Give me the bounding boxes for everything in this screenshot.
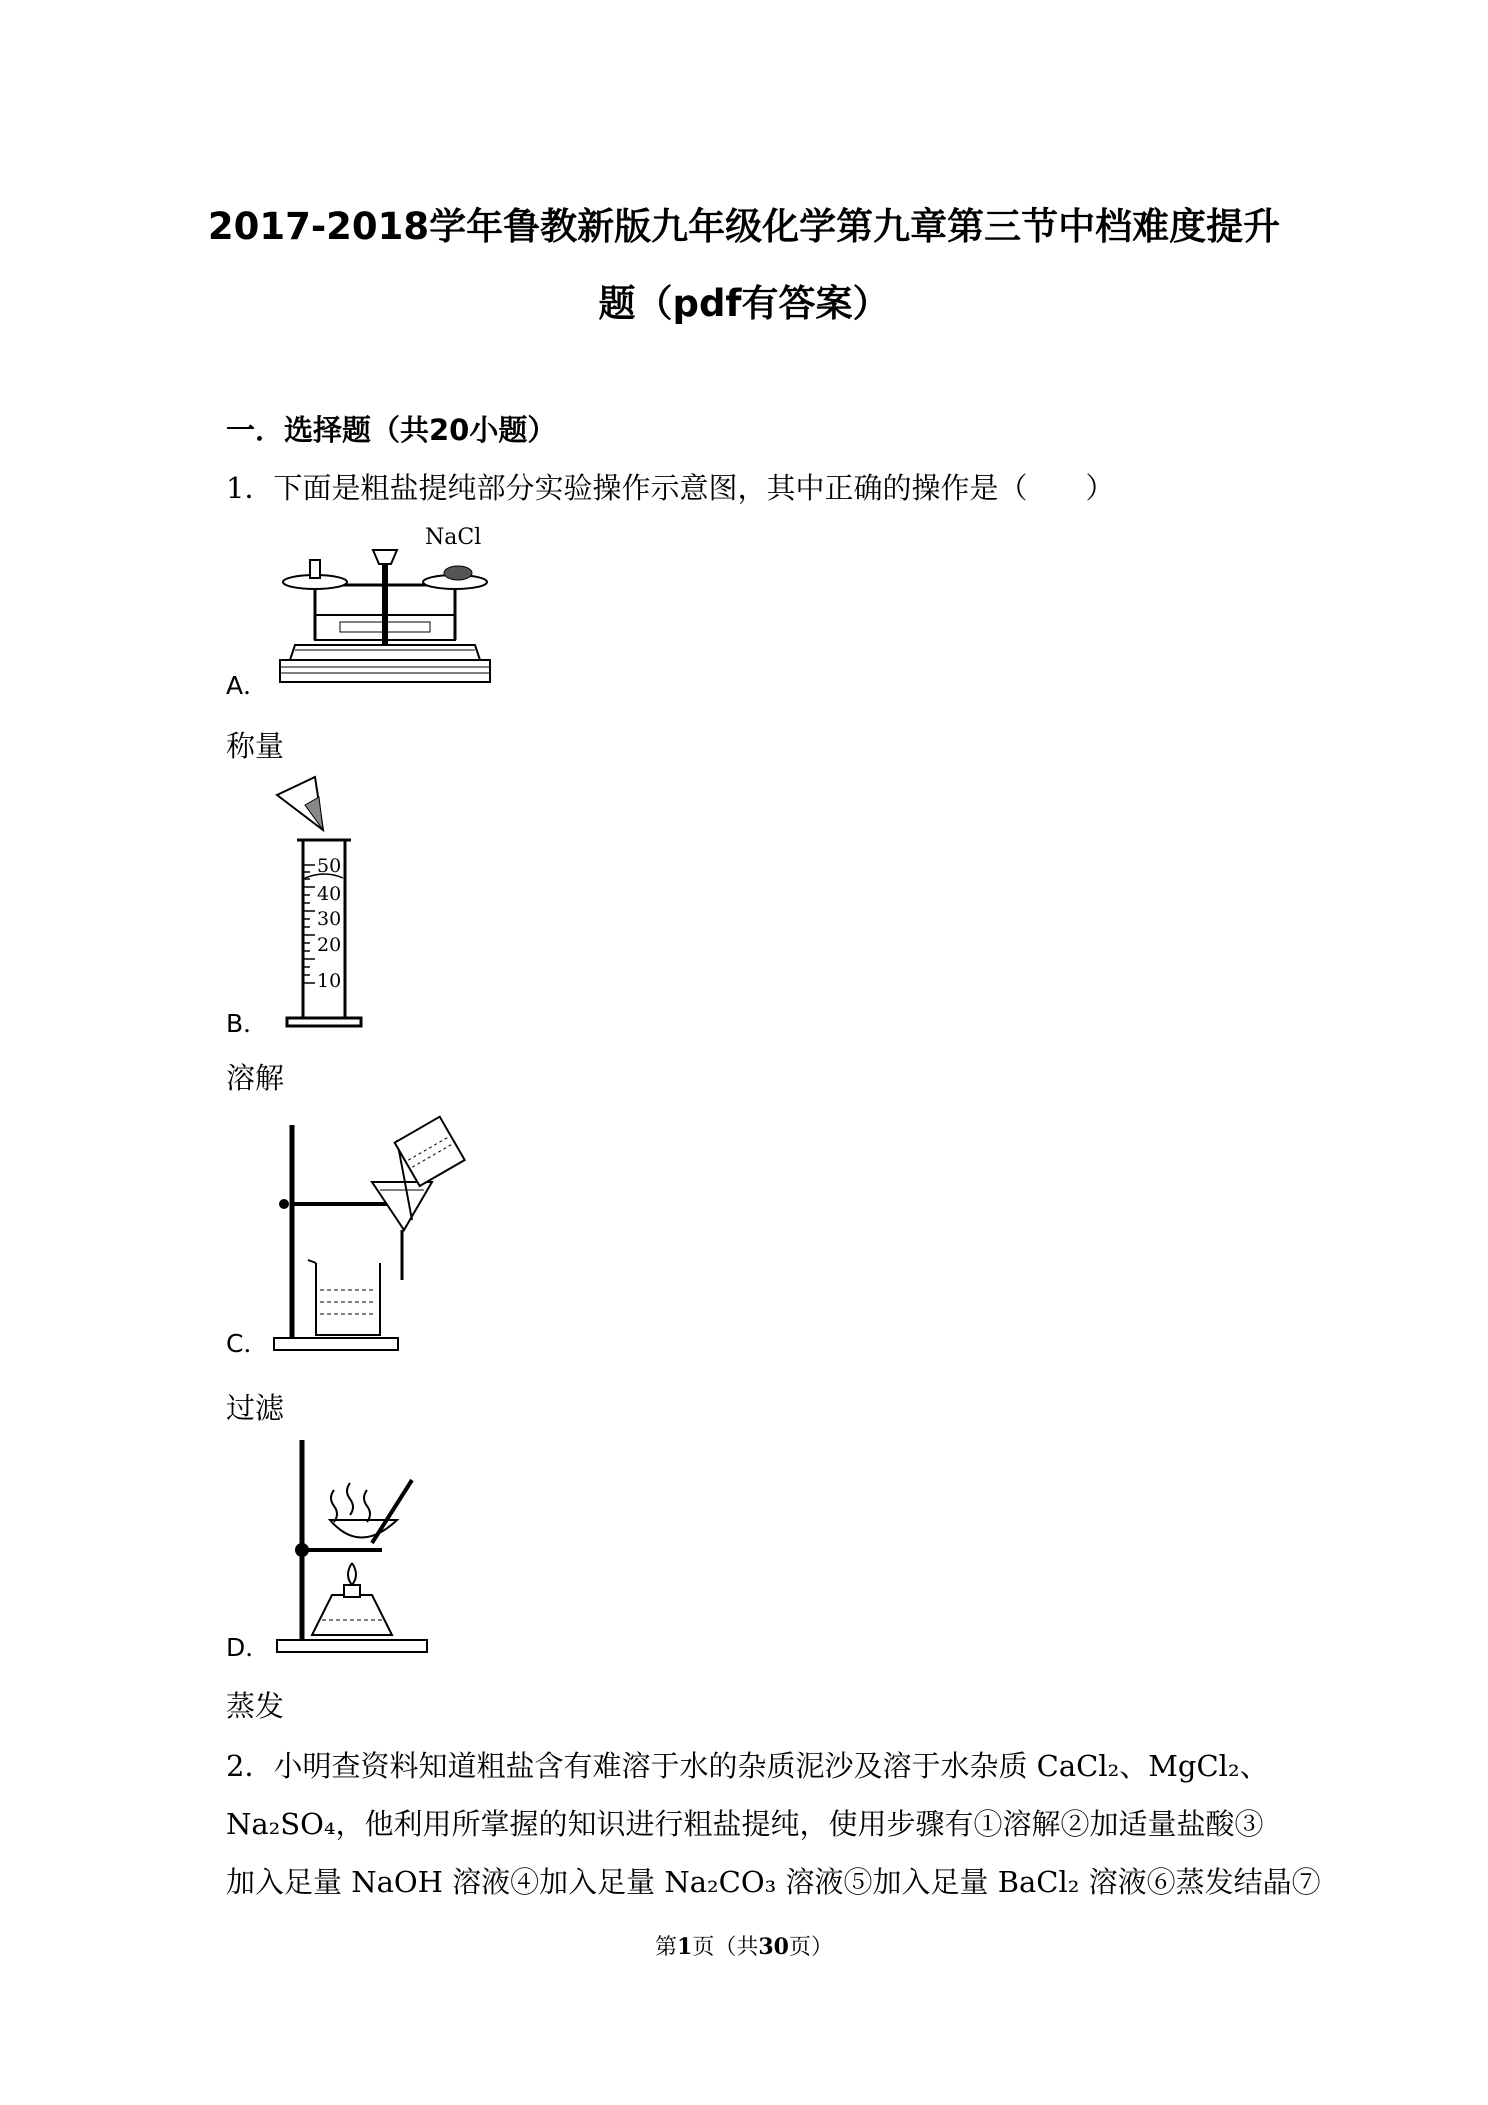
- option-a-caption: 称量: [226, 729, 285, 763]
- footer-page-number: 1: [677, 1934, 693, 1960]
- question-2-line-1: 2．小明查资料知道粗盐含有难溶于水的杂质泥沙及溶于水杂质 CaCl₂、MgCl₂、: [226, 1749, 1269, 1783]
- document-title-line-1: 2017-2018学年鲁教新版九年级化学第九章第三节中档难度提升: [207, 205, 1281, 248]
- scale-20: 20: [317, 934, 342, 956]
- section-heading: 一．选择题（共20小题）: [226, 413, 557, 447]
- scale-30: 30: [317, 908, 342, 930]
- graduated-cylinder-figure: [275, 775, 385, 1030]
- option-d-letter: D．: [226, 1633, 271, 1662]
- filtration-figure: [272, 1120, 472, 1355]
- document-title-line-2: 题（pdf有答案）: [598, 282, 890, 325]
- option-c-caption: 过滤: [226, 1391, 285, 1425]
- option-b-caption: 溶解: [226, 1061, 285, 1095]
- nacl-label: NaCl: [425, 525, 482, 550]
- question-2-line-3: 加入足量 NaOH 溶液④加入足量 Na₂CO₃ 溶液⑤加入足量 BaCl₂ 溶液⑥蒸发结晶⑦: [226, 1865, 1321, 1899]
- option-d-caption: 蒸发: [226, 1689, 285, 1723]
- footer-prefix: 第: [655, 1935, 678, 1960]
- option-b-letter: B．: [226, 1009, 269, 1038]
- balance-weighing-figure: [275, 520, 495, 690]
- page-footer: [0, 1930, 1488, 1961]
- option-c-letter: C．: [226, 1329, 269, 1358]
- question-1-stem: 1．下面是粗盐提纯部分实验操作示意图，其中正确的操作是（ ）: [226, 471, 1115, 505]
- footer-total-pages: 30: [758, 1934, 789, 1960]
- option-a-letter: A．: [226, 671, 269, 700]
- footer-suffix: 页）: [788, 1935, 833, 1960]
- scale-50: 50: [317, 855, 342, 877]
- footer-middle: 页（共: [692, 1935, 759, 1960]
- evaporation-figure: [272, 1435, 432, 1655]
- scale-40: 40: [317, 883, 342, 905]
- scale-10: 10: [317, 970, 342, 992]
- question-2-line-2: Na₂SO₄，他利用所掌握的知识进行粗盐提纯，使用步骤有①溶解②加适量盐酸③: [226, 1807, 1264, 1841]
